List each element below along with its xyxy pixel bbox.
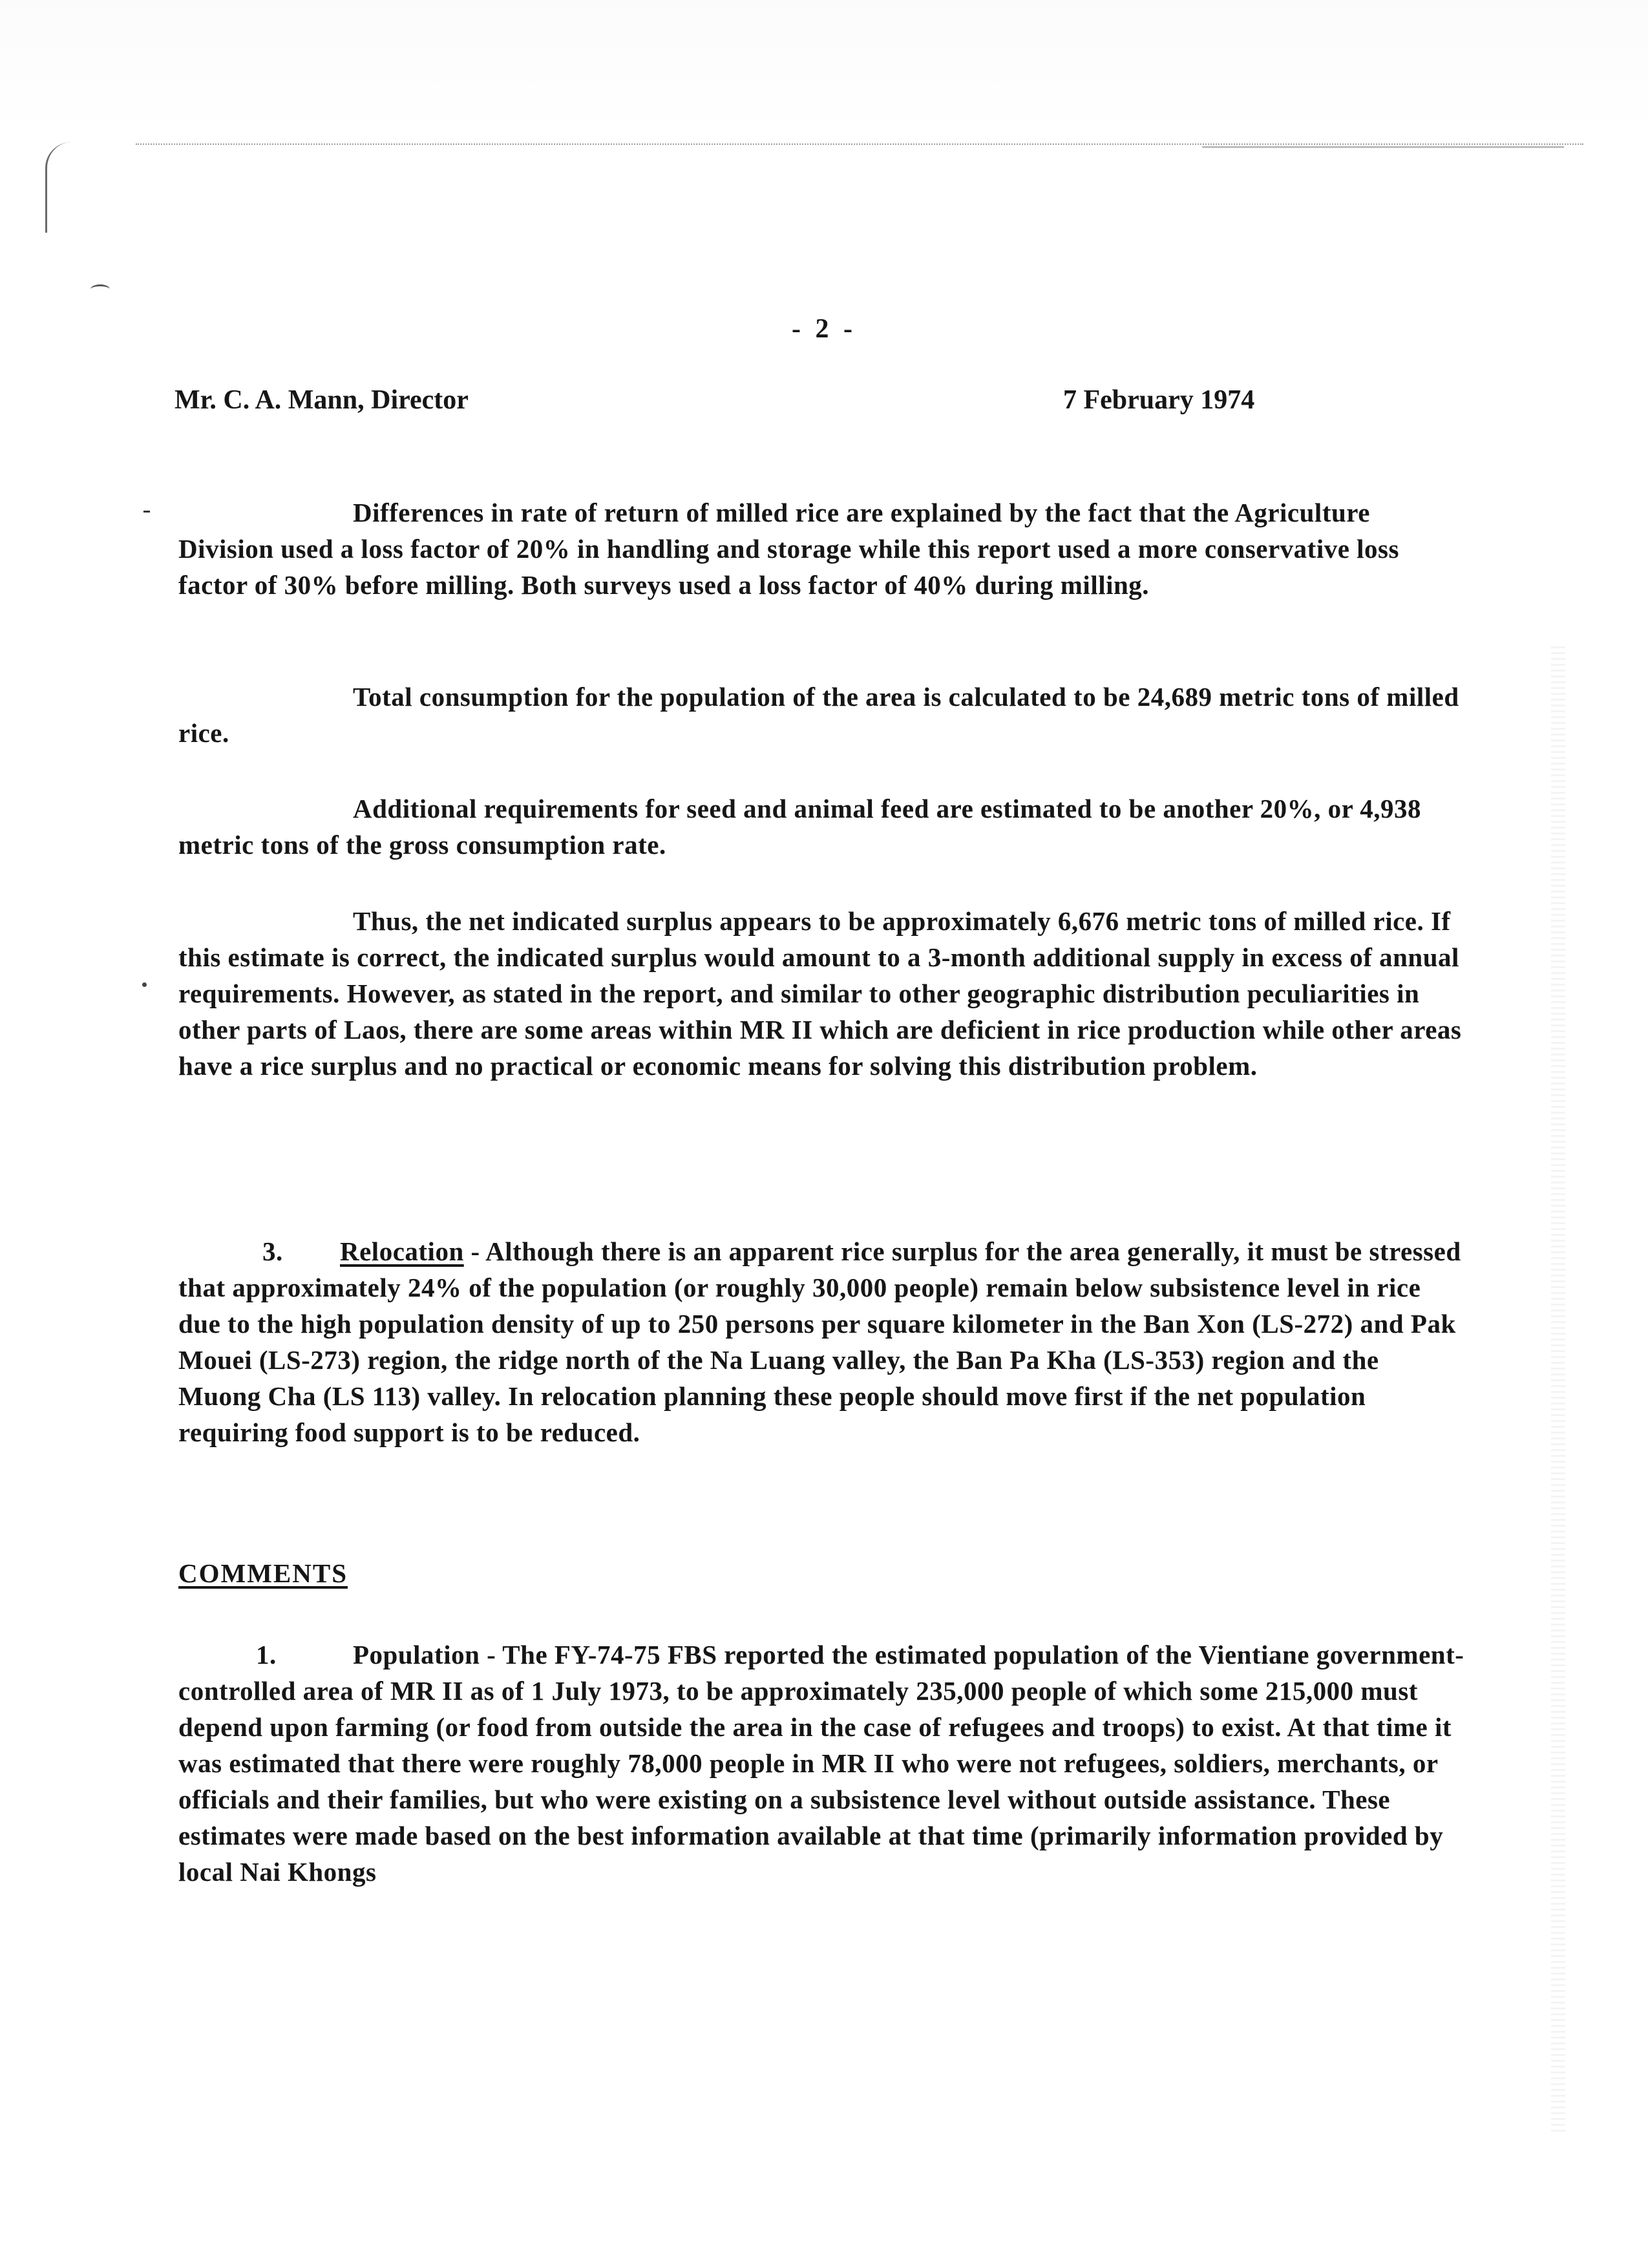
punch-mark [90, 284, 110, 294]
scan-edge-line [1202, 146, 1564, 148]
page-number: - 2 - [792, 314, 856, 344]
paragraph [178, 494, 1464, 603]
letter-header [174, 385, 1402, 423]
margin-mark [142, 982, 147, 987]
section-heading: COMMENTS [178, 1558, 348, 1588]
paragraph-heading: Relocation [340, 1236, 464, 1266]
paragraph-text: Additional requirements for seed and animal feed are estimated to be another 20%, or 4,938 metric tons of the gross consumption rate. [178, 794, 1422, 860]
paragraph [178, 903, 1464, 1084]
addressee: Mr. C. A. Mann, Director [174, 385, 469, 415]
letter-date: 7 February 1974 [1063, 385, 1255, 415]
scan-edge-shadow [1551, 646, 1565, 2133]
paragraph [178, 790, 1464, 863]
paragraph-number: 3. [262, 1236, 283, 1266]
margin-mark [143, 511, 150, 513]
paragraph-heading: Population [353, 1640, 480, 1669]
paragraph-text: Total consumption for the population of the area is calculated to be 24,689 metric tons of milled rice. [178, 682, 1459, 748]
paragraph-text: Differences in rate of return of milled rice are explained by the fact that the Agriculture Division used a loss factor of 20% in handling and storage while this report used a more conservative loss factor of 30% before milling. Both surveys used a loss factor of 40% during milling. [178, 498, 1399, 600]
paragraph-text: - Although there is an apparent rice surplus for the area generally, it must be stressed that approximately 24% of the population (or roughly 30,000 people) remain below subsistence level in rice due to the high population density of up to 250 persons per square kilometer in the Ban Xon (LS-272) and Pak Mouei (LS-273) region, the ridge north of the Na Luang valley, the Ban Pa Kha (LS-353) region and the Muong Cha (LS 113) valley. In relocation planning these people should move first if the net population requiring food support is to be reduced. [178, 1236, 1461, 1447]
staple-mark [45, 142, 73, 233]
numbered-paragraph [178, 1637, 1464, 1890]
paragraph-number: 1. [256, 1640, 277, 1669]
paragraph-text: - The FY-74-75 FBS reported the estimated population of the Vientiane government-controlled area of MR II as of 1 July 1973, to be approximately 235,000 people of which some 215,000 must depend upon farming (or food from outside the area in the case of refugees and troops) to exist. At that time it was estimated that there were roughly 78,000 people in MR II who were not refugees, soldiers, merchants, or officials and their families, but who were existing on a subsistence level without outside assistance. These estimates were made based on the best information available at that time (primarily information provided by local Nai Khongs [178, 1640, 1464, 1887]
paragraph [178, 679, 1464, 751]
paragraph-text: Thus, the net indicated surplus appears to be approximately 6,676 metric tons of milled rice. If this estimate is correct, the indicated surplus would amount to a 3-month additional supply in excess of annual requirements. However, as stated in the report, and similar to other geographic distribution peculiarities in other parts of Laos, there are some areas within MR II which are deficient in rice production while other areas have a rice surplus and no practical or economic means for solving this distribution problem. [178, 906, 1462, 1081]
numbered-paragraph [178, 1233, 1464, 1450]
